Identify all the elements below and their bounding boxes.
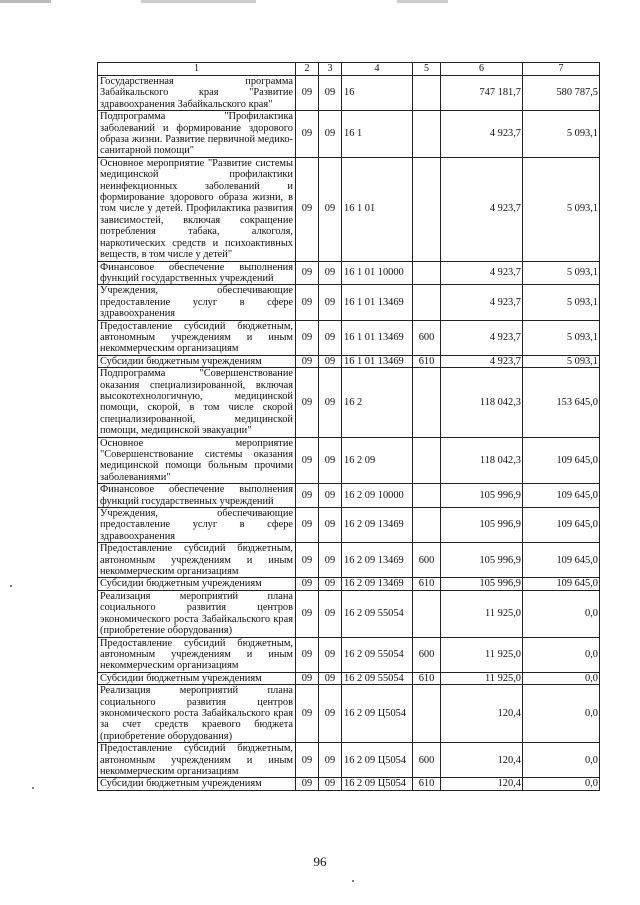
amount-year-1: 4 923,7 bbox=[441, 285, 523, 320]
amount-year-1: 120,4 bbox=[441, 685, 523, 743]
expense-type-code: 610 bbox=[413, 355, 441, 367]
expense-type-code: 610 bbox=[413, 778, 441, 790]
section-code: 09 bbox=[296, 437, 319, 484]
amount-year-2: 5 093,1 bbox=[523, 320, 600, 355]
row-name: Государственная программа Забайкальского края "Развитие здравоохранения Забайкальского края" bbox=[98, 76, 296, 111]
section-code: 09 bbox=[296, 685, 319, 743]
amount-year-2: 5 093,1 bbox=[523, 157, 600, 261]
table-body bbox=[98, 76, 600, 791]
column-header: 1 bbox=[98, 63, 296, 76]
column-header: 4 bbox=[342, 63, 413, 76]
target-article-code: 16 1 01 10000 bbox=[342, 261, 413, 285]
row-name: Субсидии бюджетным учреждениям bbox=[98, 778, 296, 790]
amount-year-2: 109 645,0 bbox=[523, 508, 600, 543]
expense-type-code bbox=[413, 285, 441, 320]
column-header: 7 bbox=[523, 63, 600, 76]
section-code: 09 bbox=[296, 672, 319, 684]
amount-year-1: 11 925,0 bbox=[441, 590, 523, 637]
row-name: Предоставление субсидий бюджетным, автономным учреждениям и иным некоммерческим организациям bbox=[98, 543, 296, 578]
subsection-code: 09 bbox=[319, 508, 342, 543]
target-article-code: 16 2 09 55054 bbox=[342, 672, 413, 684]
amount-year-1: 747 181,7 bbox=[441, 76, 523, 111]
target-article-code: 16 1 01 13469 bbox=[342, 320, 413, 355]
expense-type-code: 600 bbox=[413, 637, 441, 672]
target-article-code: 16 1 01 bbox=[342, 157, 413, 261]
target-article-code: 16 2 09 Ц5054 bbox=[342, 778, 413, 790]
amount-year-2: 109 645,0 bbox=[523, 543, 600, 578]
section-code: 09 bbox=[296, 157, 319, 261]
subsection-code: 09 bbox=[319, 437, 342, 484]
expense-type-code: 610 bbox=[413, 578, 441, 590]
section-code: 09 bbox=[296, 355, 319, 367]
target-article-code: 16 1 01 13469 bbox=[342, 285, 413, 320]
subsection-code: 09 bbox=[319, 743, 342, 778]
target-article-code: 16 bbox=[342, 76, 413, 111]
section-code: 09 bbox=[296, 261, 319, 285]
subsection-code: 09 bbox=[319, 76, 342, 111]
amount-year-2: 0,0 bbox=[523, 685, 600, 743]
subsection-code: 09 bbox=[319, 320, 342, 355]
subsection-code: 09 bbox=[319, 578, 342, 590]
amount-year-2: 0,0 bbox=[523, 637, 600, 672]
target-article-code: 16 2 bbox=[342, 368, 413, 437]
amount-year-2: 109 645,0 bbox=[523, 578, 600, 590]
amount-year-2: 153 645,0 bbox=[523, 368, 600, 437]
section-code: 09 bbox=[296, 578, 319, 590]
row-name: Финансовое обеспечение выполнения функций государственных учреждений bbox=[98, 484, 296, 508]
section-code: 09 bbox=[296, 285, 319, 320]
amount-year-1: 105 996,9 bbox=[441, 484, 523, 508]
target-article-code: 16 2 09 55054 bbox=[342, 637, 413, 672]
target-article-code: 16 2 09 10000 bbox=[342, 484, 413, 508]
target-article-code: 16 2 09 13469 bbox=[342, 508, 413, 543]
target-article-code: 16 2 09 55054 bbox=[342, 590, 413, 637]
amount-year-1: 120,4 bbox=[441, 743, 523, 778]
expense-type-code bbox=[413, 685, 441, 743]
table-row bbox=[98, 320, 600, 355]
amount-year-2: 5 093,1 bbox=[523, 285, 600, 320]
table-header-row bbox=[98, 63, 600, 76]
amount-year-2: 109 645,0 bbox=[523, 484, 600, 508]
table-row bbox=[98, 355, 600, 367]
target-article-code: 16 2 09 Ц5054 bbox=[342, 685, 413, 743]
target-article-code: 16 2 09 13469 bbox=[342, 543, 413, 578]
expense-type-code: 600 bbox=[413, 543, 441, 578]
target-article-code: 16 1 01 13469 bbox=[342, 355, 413, 367]
row-name: Реализация мероприятий плана социального развития центров экономического роста Забайкальского края за счет средств краевого бюджета (приобретение оборудования) bbox=[98, 685, 296, 743]
table-row bbox=[98, 672, 600, 684]
expense-type-code bbox=[413, 111, 441, 158]
target-article-code: 16 1 bbox=[342, 111, 413, 158]
target-article-code: 16 2 09 bbox=[342, 437, 413, 484]
table-row bbox=[98, 76, 600, 111]
amount-year-1: 105 996,9 bbox=[441, 543, 523, 578]
subsection-code: 09 bbox=[319, 672, 342, 684]
expense-type-code bbox=[413, 368, 441, 437]
scan-speck bbox=[352, 880, 354, 882]
subsection-code: 09 bbox=[319, 543, 342, 578]
amount-year-2: 0,0 bbox=[523, 778, 600, 790]
section-code: 09 bbox=[296, 743, 319, 778]
expense-type-code bbox=[413, 261, 441, 285]
row-name: Учреждения, обеспечивающие предоставление услуг в сфере здравоохранения bbox=[98, 285, 296, 320]
table-row bbox=[98, 685, 600, 743]
amount-year-1: 11 925,0 bbox=[441, 672, 523, 684]
table-row bbox=[98, 508, 600, 543]
subsection-code: 09 bbox=[319, 111, 342, 158]
row-name: Учреждения, обеспечивающие предоставление услуг в сфере здравоохранения bbox=[98, 508, 296, 543]
subsection-code: 09 bbox=[319, 590, 342, 637]
amount-year-2: 0,0 bbox=[523, 672, 600, 684]
page-number: 96 bbox=[313, 854, 327, 869]
subsection-code: 09 bbox=[319, 484, 342, 508]
table-row bbox=[98, 111, 600, 158]
table-row bbox=[98, 578, 600, 590]
amount-year-1: 4 923,7 bbox=[441, 355, 523, 367]
target-article-code: 16 2 09 13469 bbox=[342, 578, 413, 590]
subsection-code: 09 bbox=[319, 355, 342, 367]
table-row bbox=[98, 590, 600, 637]
section-code: 09 bbox=[296, 111, 319, 158]
table-row bbox=[98, 743, 600, 778]
row-name: Предоставление субсидий бюджетным, автономным учреждениям и иным некоммерческим организациям bbox=[98, 320, 296, 355]
section-code: 09 bbox=[296, 320, 319, 355]
table-row bbox=[98, 484, 600, 508]
amount-year-2: 109 645,0 bbox=[523, 437, 600, 484]
row-name: Предоставление субсидий бюджетным, автономным учреждениям и иным некоммерческим организациям bbox=[98, 637, 296, 672]
row-name: Субсидии бюджетным учреждениям bbox=[98, 672, 296, 684]
table-row bbox=[98, 543, 600, 578]
amount-year-1: 105 996,9 bbox=[441, 578, 523, 590]
subsection-code: 09 bbox=[319, 261, 342, 285]
table-row bbox=[98, 285, 600, 320]
section-code: 09 bbox=[296, 637, 319, 672]
amount-year-1: 11 925,0 bbox=[441, 637, 523, 672]
table-row bbox=[98, 778, 600, 790]
amount-year-2: 5 093,1 bbox=[523, 111, 600, 158]
subsection-code: 09 bbox=[319, 368, 342, 437]
column-header: 2 bbox=[296, 63, 319, 76]
target-article-code: 16 2 09 Ц5054 bbox=[342, 743, 413, 778]
amount-year-2: 0,0 bbox=[523, 590, 600, 637]
table-row bbox=[98, 261, 600, 285]
expense-type-code: 600 bbox=[413, 743, 441, 778]
amount-year-1: 118 042,3 bbox=[441, 437, 523, 484]
table-row bbox=[98, 368, 600, 437]
amount-year-1: 4 923,7 bbox=[441, 261, 523, 285]
subsection-code: 09 bbox=[319, 637, 342, 672]
row-name: Предоставление субсидий бюджетным, автономным учреждениям и иным некоммерческим организациям bbox=[98, 743, 296, 778]
expense-type-code bbox=[413, 590, 441, 637]
budget-table bbox=[97, 62, 600, 791]
scan-speck bbox=[10, 585, 12, 587]
column-header: 3 bbox=[319, 63, 342, 76]
expense-type-code bbox=[413, 157, 441, 261]
expense-type-code bbox=[413, 76, 441, 111]
section-code: 09 bbox=[296, 778, 319, 790]
subsection-code: 09 bbox=[319, 685, 342, 743]
row-name: Подпрограмма "Профилактика заболеваний и формирование здорового образа жизни. Развитие первичной медико-санитарной помощи" bbox=[98, 111, 296, 158]
expense-type-code bbox=[413, 508, 441, 543]
row-name: Основное мероприятие "Совершенствование системы оказания медицинской помощи больным прочими заболеваниями" bbox=[98, 437, 296, 484]
amount-year-1: 4 923,7 bbox=[441, 320, 523, 355]
section-code: 09 bbox=[296, 368, 319, 437]
amount-year-1: 118 042,3 bbox=[441, 368, 523, 437]
row-name: Подпрограмма "Совершенствование оказания специализированной, включая высокотехнологичную, медицинской помощи, скорой, в том числе скорой специализированной, медицинской помощи, медицинской эвакуации" bbox=[98, 368, 296, 437]
amount-year-2: 580 787,5 bbox=[523, 76, 600, 111]
row-name: Субсидии бюджетным учреждениям bbox=[98, 578, 296, 590]
table-row bbox=[98, 157, 600, 261]
subsection-code: 09 bbox=[319, 285, 342, 320]
table-row bbox=[98, 637, 600, 672]
amount-year-1: 4 923,7 bbox=[441, 111, 523, 158]
amount-year-1: 4 923,7 bbox=[441, 157, 523, 261]
expense-type-code: 600 bbox=[413, 320, 441, 355]
subsection-code: 09 bbox=[319, 778, 342, 790]
column-header: 6 bbox=[441, 63, 523, 76]
amount-year-2: 5 093,1 bbox=[523, 355, 600, 367]
section-code: 09 bbox=[296, 508, 319, 543]
table-row bbox=[98, 437, 600, 484]
amount-year-1: 120,4 bbox=[441, 778, 523, 790]
amount-year-2: 0,0 bbox=[523, 743, 600, 778]
section-code: 09 bbox=[296, 484, 319, 508]
row-name: Реализация мероприятий плана социального развития центров экономического роста Забайкальского края (приобретение оборудования) bbox=[98, 590, 296, 637]
row-name: Субсидии бюджетным учреждениям bbox=[98, 355, 296, 367]
amount-year-1: 105 996,9 bbox=[441, 508, 523, 543]
row-name: Финансовое обеспечение выполнения функций государственных учреждений bbox=[98, 261, 296, 285]
expense-type-code: 610 bbox=[413, 672, 441, 684]
expense-type-code bbox=[413, 484, 441, 508]
section-code: 09 bbox=[296, 543, 319, 578]
column-header: 5 bbox=[413, 63, 441, 76]
section-code: 09 bbox=[296, 76, 319, 111]
row-name: Основное мероприятие "Развитие системы медицинской профилактики неинфекционных заболеваний и формирование здорового образа жизни, в том числе у детей. Профилактика развития зависимостей, включая сокращение потребления табака, алкоголя, наркотических средств и психоактивных веществ, в том числе у детей" bbox=[98, 157, 296, 261]
amount-year-2: 5 093,1 bbox=[523, 261, 600, 285]
scan-speck bbox=[32, 787, 34, 789]
scan-edge-artifact bbox=[0, 0, 640, 3]
expense-type-code bbox=[413, 437, 441, 484]
section-code: 09 bbox=[296, 590, 319, 637]
subsection-code: 09 bbox=[319, 157, 342, 261]
